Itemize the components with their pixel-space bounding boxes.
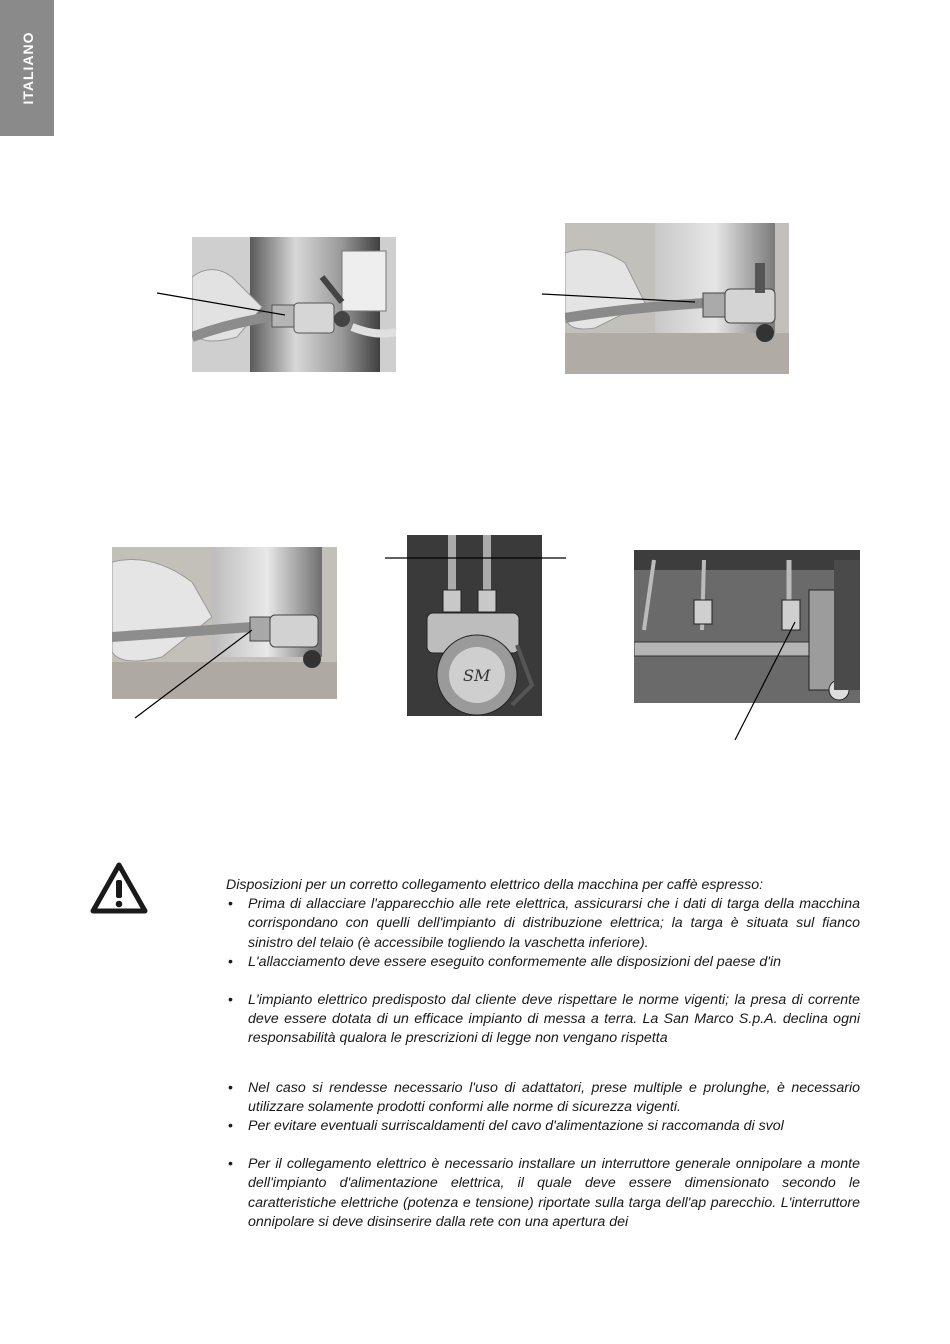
instructions-list-2 [226,1079,860,1137]
photo-drain-manifold [634,550,860,703]
language-tab-label: ITALIANO [20,31,36,105]
electrical-instructions [226,876,860,1232]
photo-hose-tap-connection [112,547,337,699]
list-spacer [226,1049,860,1079]
list-item: • Per il collegamento elettrico è necessario installare un interruttore generale onnipolare a monte dell'impianto d'alimentazione elettrica, il quale deve essere dimensionato secondo le caratteristiche elettriche (potenza e tensione) riportate sulla targa dell'ap parecchio. L'interruttore onnipolare si deve disinserire dalla rete con una apertura dei [226,1155,860,1232]
language-tab [0,0,54,136]
photo-hose-filter-connection [192,237,396,372]
instructions-intro: Disposizioni per un corretto collegamento elettrico della macchina per caffè espresso: [226,877,764,893]
list-spacer [226,1136,860,1155]
list-item: • Prima di allacciare l'apparecchio alle rete elettrica, assicurarsi che i dati di targa della macchina corrispondano con quelli dell'impianto di distribuzione elettrica; la targa è situata sul fianco sinistro del telaio (è accessibile togliendo la vaschetta inferiore). [226,895,860,953]
list-item: • Nel caso si rendesse necessario l'uso di adattatori, prese multiple e prolunghe, è necessario utilizzare solamente prodotti conformi alle norme di sicurezza vigenti. [226,1079,860,1117]
list-item: • L'impianto elettrico predisposto dal cliente deve rispettare le norme vigenti; la presa di corrente deve essere dotata di un efficace impianto di messa a terra. La San Marco S.p.A. declina ogni responsabilità qualora le prescrizioni di legge non vengano rispetta [226,991,860,1049]
instructions-list-3 [226,1155,860,1232]
list-spacer [226,972,860,991]
photo-pump-connections [407,535,542,716]
svg-text:SM: SM [463,666,491,685]
photo-hose-valve-connection [565,223,789,374]
list-item: • Per evitare eventuali surriscaldamenti del cavo d'alimentazione si raccomanda di svol [226,1117,860,1136]
warning-triangle-icon [90,862,148,914]
instructions-list [226,895,860,1048]
list-item: • L'allacciamento deve essere eseguito conformemente alle disposizioni del paese d'in [226,953,860,972]
